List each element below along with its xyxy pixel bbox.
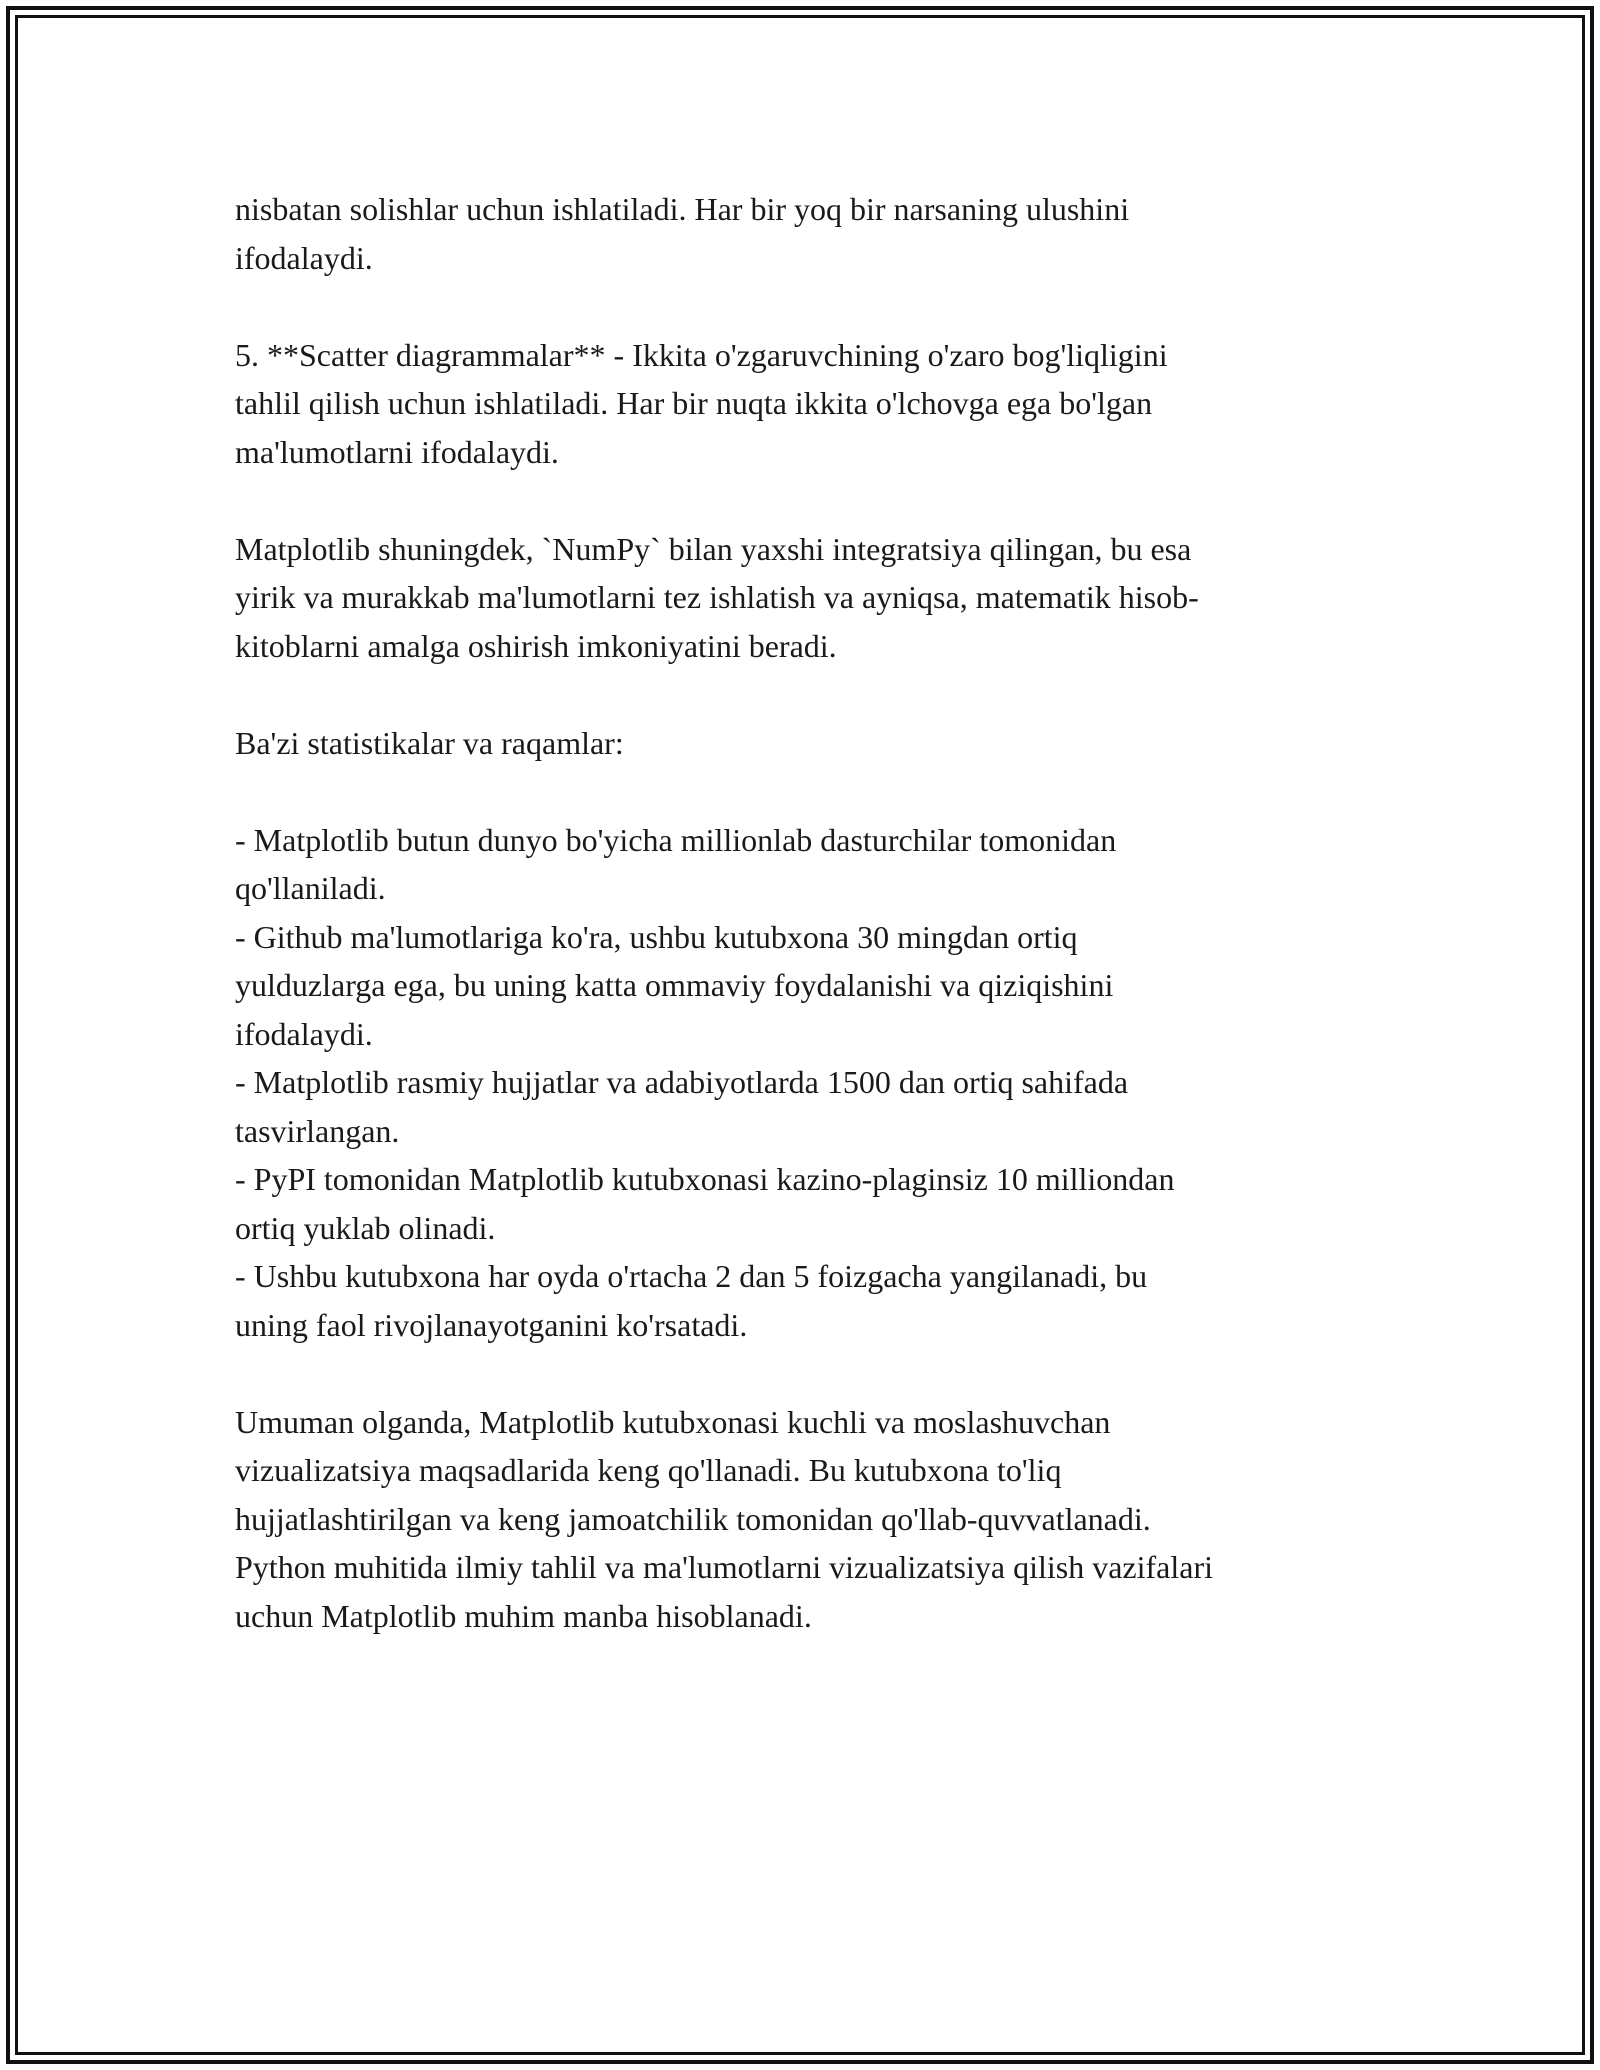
stats-list	[235, 816, 1375, 1350]
paragraph-pie-chart-continuation: nisbatan solishlar uchun ishlatiladi. Har bir yoq bir narsaning ulushini ifodalaydi.	[235, 191, 1130, 276]
paragraph-stats-intro: Ba'zi statistikalar va raqamlar:	[235, 724, 624, 761]
list-item: - PyPI tomonidan Matplotlib kutubxonasi kazino-plaginsiz 10 milliondan ortiq yuklab olinadi.	[235, 1161, 1175, 1246]
paragraph-numpy-integration: Matplotlib shuningdek, `NumPy` bilan yaxshi integratsiya qilingan, bu esa yirik va murakkab ma'lumotlarni tez ishlatish va ayniqsa, matematik hisob- kitoblarni amalga oshirish imkoniyatini beradi.	[235, 530, 1199, 664]
list-item: - Github ma'lumotlariga ko'ra, ushbu kutubxona 30 mingdan ortiq yulduzlarga ega, bu uning katta ommaviy foydalanishi va qiziqishini ifodalaydi.	[235, 918, 1114, 1052]
paragraph-scatter-diagrams: 5. **Scatter diagrammalar** - Ikkita o'zgaruvchining o'zaro bog'liqligini tahlil qilish uchun ishlatiladi. Har bir nuqta ikkita o'lchovga ega bo'lgan ma'lumotlarni ifodalaydi.	[235, 336, 1168, 470]
paragraph-conclusion: Umuman olganda, Matplotlib kutubxonasi kuchli va moslashuvchan vizualizatsiya maqsadlarida keng qo'llanadi. Bu kutubxona to'liq hujjatlashtirilgan va keng jamoatchilik tomonidan qo'llab-quvvatlanadi. Python muhitida ilmiy tahlil va ma'lumotlarni vizualizatsiya qilish vazifalari uchun Matplotlib muhim manba hisoblanadi.	[235, 1403, 1213, 1634]
list-item: - Matplotlib butun dunyo bo'yicha millionlab dasturchilar tomonidan qo'llaniladi.	[235, 821, 1117, 906]
document-body	[235, 185, 1375, 1640]
list-item: - Matplotlib rasmiy hujjatlar va adabiyotlarda 1500 dan ortiq sahifada tasvirlangan.	[235, 1064, 1129, 1149]
list-item: - Ushbu kutubxona har oyda o'rtacha 2 dan 5 foizgacha yangilanadi, bu uning faol rivojlanayotganini ko'rsatadi.	[235, 1258, 1148, 1343]
